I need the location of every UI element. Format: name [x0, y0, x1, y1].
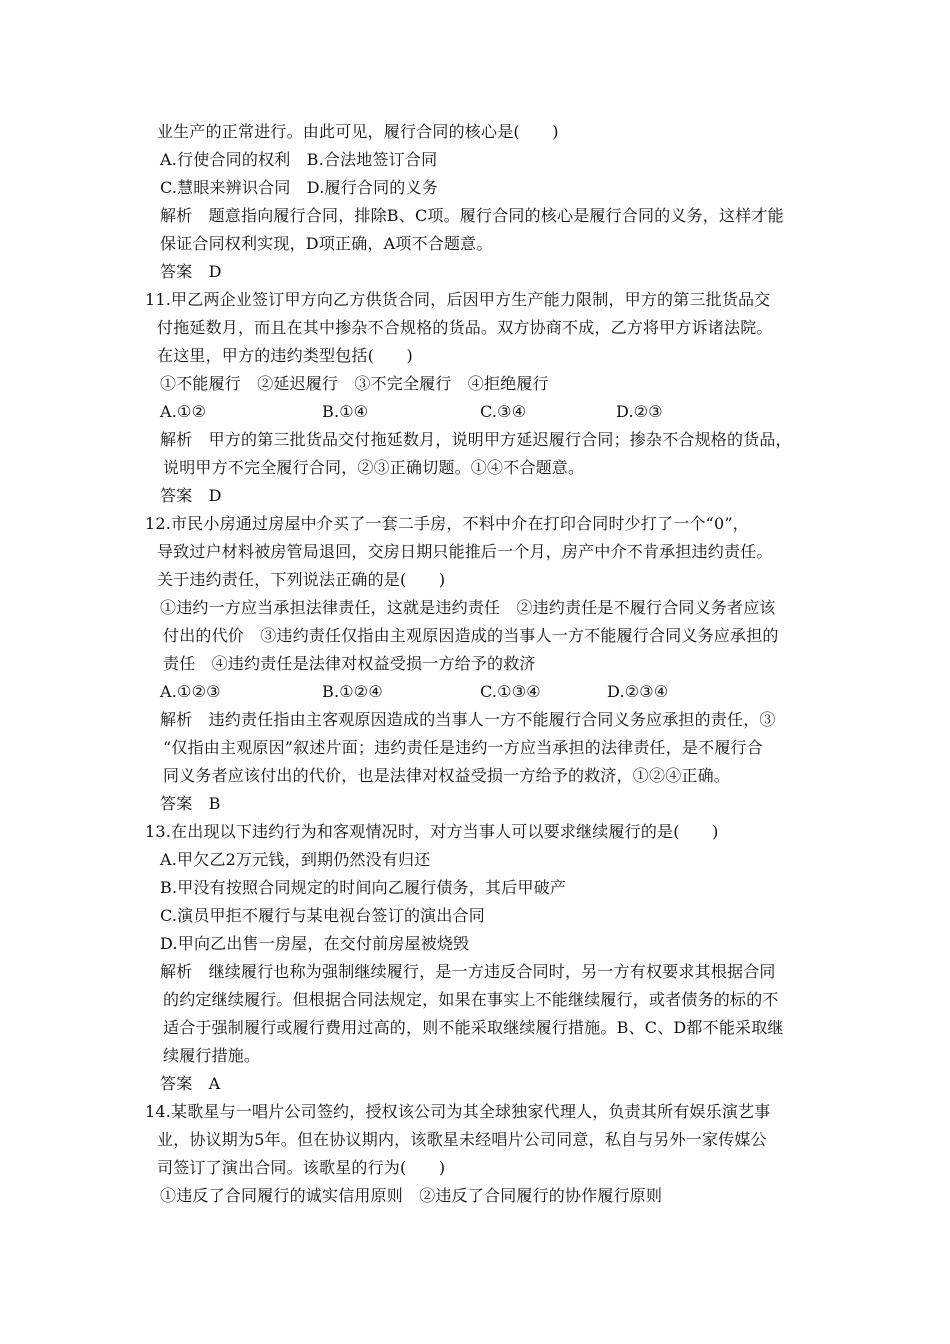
q11-option-a: A.①② [160, 402, 207, 421]
q12-stem-line: 导致过户材料被房管局退回，交房日期只能推后一个月，房产中介不肯承担违约责任。 [157, 542, 773, 561]
q10-answer: 答案 D [160, 262, 222, 281]
q12-answer: 答案 B [160, 794, 221, 813]
q12-option-a: A.①②③ [160, 682, 221, 701]
q13-option-b: B.甲没有按照合同规定的时间向乙履行债务，其后甲破产 [160, 878, 567, 897]
q12-analysis-line: 解析 违约责任指由主客观原因造成的当事人一方不能履行合同义务应承担的责任，③ [160, 710, 776, 729]
q11-stem-line: 11.甲乙两企业签订甲方向乙方供货合同，后因甲方生产能力限制，甲方的第三批货品交 [145, 290, 771, 309]
q10-options-ab: A.行使合同的权利 B.合法地签订合同 [160, 150, 438, 169]
q14-items-line: ①违反了合同履行的诚实信用原则 ②违反了合同履行的协作履行原则 [160, 1186, 663, 1205]
q11-analysis-line: 解析 甲方的第三批货品交付拖延数月，说明甲方延迟履行合同；掺杂不合规格的货品， [160, 430, 792, 449]
q12-items-line: ①违约一方应当承担法律责任，这就是违约责任 ②违约责任是不履行合同义务者应该 [160, 598, 776, 617]
q12-option-b: B.①②④ [322, 682, 383, 701]
q13-analysis-line: 解析 继续履行也称为强制继续履行，是一方违反合同时，另一方有权要求其根据合同 [160, 962, 776, 981]
q10-stem-continuation: 业生产的正常进行。由此可见，履行合同的核心是( ) [157, 122, 559, 141]
q11-answer: 答案 D [160, 486, 222, 505]
q14-stem-line: 司签订了演出合同。该歌星的行为( ) [157, 1158, 446, 1177]
q10-options-cd: C.慧眼来辨识合同 D.履行合同的义务 [160, 178, 438, 197]
q11-stem-line: 在这里，甲方的违约类型包括( ) [157, 346, 413, 365]
q11-stem-line: 付拖延数月，而且在其中掺杂不合规格的货品。双方协商不成，乙方将甲方诉诸法院。 [157, 318, 773, 337]
q13-stem-line: 13.在出现以下违约行为和客观情况时，对方当事人可以要求继续履行的是( ) [145, 822, 719, 841]
q14-stem-line: 14.某歌星与一唱片公司签约，授权该公司为其全球独家代理人，负责其所有娱乐演艺事 [145, 1102, 771, 1121]
q11-option-b: B.①④ [322, 402, 369, 421]
q13-option-a: A.甲欠乙2万元钱，到期仍然没有归还 [160, 850, 431, 869]
q12-stem-line: 12.市民小房通过房屋中介买了一套二手房，不料中介在打印合同时少打了一个“0”， [145, 514, 749, 533]
q12-analysis-line: 同义务者应该付出的代价，也是法律对权益受损一方给予的救济，①②④正确。 [163, 766, 731, 785]
q11-analysis-line: 说明甲方不完全履行合同，②③正确切题。①④不合题意。 [163, 458, 585, 477]
q11-option-d: D.②③ [616, 402, 663, 421]
q12-analysis-line: “仅指由主观原因”叙述片面；违约责任是违约一方应当承担的法律责任，是不履行合 [163, 738, 763, 757]
q13-option-c: C.演员甲拒不履行与某电视台签订的演出合同 [160, 906, 485, 925]
q11-items: ①不能履行 ②延迟履行 ③不完全履行 ④拒绝履行 [160, 374, 549, 393]
q10-analysis-line: 解析 题意指向履行合同，排除B、C项。履行合同的核心是履行合同的义务，这样才能 [160, 206, 784, 225]
q12-option-d: D.②③④ [607, 682, 669, 701]
q10-analysis-line: 保证合同权利实现，D项正确，A项不合题意。 [160, 234, 493, 253]
q13-analysis-line: 适合于强制履行或履行费用过高的，则不能采取继续履行措施。B、C、D都不能采取继 [163, 1018, 784, 1037]
q12-stem-line: 关于违约责任，下列说法正确的是( ) [157, 570, 446, 589]
q13-option-d: D.甲向乙出售一房屋，在交付前房屋被烧毁 [160, 934, 470, 953]
q12-items-line: 付出的代价 ③违约责任仅指由主观原因造成的当事人一方不能履行合同义务应承担的 [163, 626, 779, 645]
q11-option-c: C.③④ [480, 402, 527, 421]
q13-analysis-line: 续履行措施。 [163, 1046, 261, 1065]
q12-option-c: C.①③④ [480, 682, 541, 701]
q13-answer: 答案 A [160, 1074, 221, 1093]
q14-stem-line: 业，协议期为5年。但在协议期内，该歌星未经唱片公司同意，私自与另外一家传媒公 [157, 1130, 767, 1149]
q13-analysis-line: 的约定继续履行。但根据合同法规定，如果在事实上不能继续履行，或者债务的标的不 [163, 990, 779, 1009]
q12-items-line: 责任 ④违约责任是法律对权益受损一方给予的救济 [163, 654, 536, 673]
